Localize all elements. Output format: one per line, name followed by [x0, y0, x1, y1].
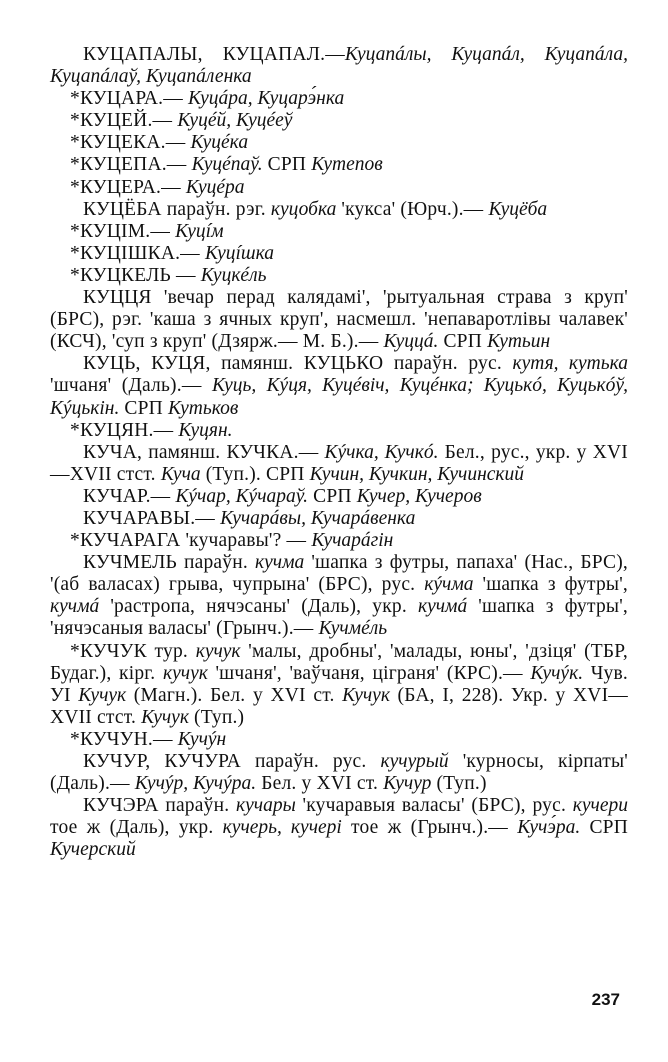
dictionary-entry — [50, 44, 628, 88]
entry-text: (Туп.) — [188, 706, 245, 728]
entry-italic-text: Кучин, Кучкин, Кучинский — [309, 463, 525, 485]
entry-italic-text: Кучýк. — [530, 662, 584, 684]
entry-italic-text: Кучмéль — [318, 618, 388, 640]
entry-text: 'шапка з футры', — [473, 574, 629, 596]
dictionary-entry — [50, 508, 628, 530]
entry-italic-text: кучери — [572, 795, 628, 817]
entry-italic-text: кучурый — [380, 751, 449, 772]
dictionary-entry — [50, 110, 628, 132]
entry-italic-text: Кучер, Кучеров — [356, 485, 482, 507]
entry-text: КУЧЭРА параўн. — [83, 795, 236, 817]
entry-text: *КУЦЕПА.— — [70, 154, 192, 176]
dictionary-entry — [50, 486, 628, 508]
entry-text: тое ж (Грынч.).— — [341, 817, 518, 839]
entry-text: Бел., рус., укр. у XVI—XVII стст. — [50, 441, 628, 485]
entry-text: СРП — [262, 154, 312, 176]
entry-text: *КУЦЯН.— — [70, 419, 179, 441]
dictionary-entry — [50, 287, 628, 353]
dictionary-entry — [50, 552, 628, 640]
dictionary-entry — [50, 795, 628, 861]
dictionary-entry — [50, 751, 628, 795]
entry-text: 'шапка з футры, папаха' (Нас., БРС), '(аб валасах) грыва, чупрына' (БРС), рус. — [50, 552, 628, 596]
entry-text: 'шчаня' (Даль).— — [50, 375, 213, 397]
entry-text: *КУЦІШКА.— — [70, 242, 205, 264]
dictionary-entry — [50, 154, 628, 176]
entry-italic-text: Куцíм — [175, 220, 224, 242]
entry-text: КУЧУР, КУЧУРА параўн. рус. — [83, 751, 381, 772]
entry-text: СРП — [438, 331, 488, 353]
entry-italic-text: кучмá — [417, 596, 468, 618]
entry-italic-text: Кучýн — [177, 728, 227, 750]
entry-text: *КУЧУН.— — [70, 728, 178, 750]
entry-italic-text: кучук — [195, 640, 241, 662]
dictionary-entry — [50, 243, 628, 265]
entry-text: СРП — [308, 485, 357, 507]
entry-italic-text: Куць, Кýця, Куцéвіч, Куцéнка; Куцькó, Куцькóў, Кýцькін. — [50, 375, 628, 419]
entry-text: 'кукса' (Юрч.).— — [336, 198, 489, 220]
entry-italic-text: Кучэ́ра. — [517, 817, 581, 839]
entry-text: (БА, І, 228). Укр. у XVI—XVII стст. — [50, 684, 628, 728]
entry-text: *КУЦІМ.— — [70, 220, 176, 242]
entry-italic-text: кучма — [255, 552, 305, 574]
entry-italic-text: Кýчар, Кýчараў. — [175, 485, 309, 507]
entry-list — [50, 44, 628, 861]
entry-text: *КУЦЕРА.— — [70, 176, 186, 198]
entry-text: *КУЧУК тур. — [70, 640, 196, 662]
entry-text: СРП — [119, 397, 169, 419]
entry-text: 'малы, дробны', 'малады, юны', 'дзіця' (ТБР, Будаг.), кірг. — [50, 640, 628, 684]
entry-text: КУЧАР.— — [83, 485, 176, 507]
entry-text: *КУЦАРА.— — [70, 88, 189, 110]
entry-text: 'кучаравыя валасы' (БРС), рус. — [295, 795, 573, 817]
dictionary-entry — [50, 265, 628, 287]
entry-text: КУЧАРАВЫ.— — [83, 507, 221, 529]
entry-text: *КУЦКЕЛЬ — — [70, 264, 201, 286]
entry-text: (Туп.). СРП — [200, 463, 310, 485]
entry-italic-text: Кýчка, Кучкó. — [324, 441, 439, 463]
entry-italic-text: Куцáра, Куцарэ́нка — [188, 88, 345, 110]
entry-italic-text: Кучýр, Кучýра. — [134, 773, 257, 795]
dictionary-entry — [50, 177, 628, 199]
entry-text: Бел. у XVI ст. — [256, 773, 384, 795]
entry-italic-text: Куцёба — [488, 198, 548, 220]
entry-text: *КУЧАРАГА 'кучаравы'? — — [70, 530, 312, 552]
entry-text: (Магн.). Бел. у XVI ст. — [126, 684, 343, 706]
entry-italic-text: Кучук — [141, 706, 189, 728]
entry-text: КУЦЦЯ 'вечар перад калядамі', 'рытуальная страва з круп' (БРС), рэг. 'каша з ячных круп', насмешл. 'непаваротлівы чалавек' (КСЧ), 'суп з круп' (Дзярж.— М. Б.).— — [50, 287, 628, 353]
dictionary-entry — [50, 530, 628, 552]
entry-italic-text: кучары — [236, 795, 296, 817]
entry-italic-text: Куцапáлы, Куцапáл, Куцапáла, Куцапáлаў, Куцапáленка — [50, 44, 628, 88]
entry-italic-text: Кутепов — [311, 154, 383, 176]
entry-text: 'шапка з футры', 'нячэсаныя валасы' (Грынч.).— — [50, 596, 628, 640]
entry-text: 'шчаня', 'ваўчаня, ціграня' (КРС).— — [207, 662, 531, 684]
entry-italic-text: кýчма — [424, 574, 474, 596]
entry-italic-text: Куцíшка — [204, 242, 275, 264]
entry-italic-text: кучмá — [50, 596, 100, 618]
dictionary-entry — [50, 353, 628, 419]
page-number: 237 — [591, 990, 620, 1009]
dictionary-entry — [50, 420, 628, 442]
entry-text: КУЦАПАЛЫ, КУЦАПАЛ.— — [83, 44, 345, 65]
entry-text: *КУЦЕЙ.— — [70, 110, 178, 132]
entry-italic-text: Кучук — [342, 684, 390, 706]
entry-italic-text: Кучук — [78, 684, 127, 706]
entry-italic-text: Куццá. — [383, 331, 439, 353]
entry-text: КУЧМЕЛЬ параўн. — [83, 552, 255, 574]
entry-italic-text: кучук — [163, 662, 208, 684]
entry-text: СРП — [580, 817, 629, 839]
entry-italic-text: Кучерский — [50, 839, 136, 861]
entry-text: *КУЦЕКА.— — [70, 132, 191, 154]
entry-italic-text: Кутьин — [487, 331, 551, 353]
entry-italic-text: Куцéй, Куцéеў — [177, 110, 293, 132]
entry-text: КУЦЁБА параўн. рэг. — [83, 198, 271, 220]
dictionary-entry — [50, 729, 628, 751]
entry-italic-text: кутя, кутька — [512, 353, 628, 375]
entry-italic-text: куцобка — [270, 198, 337, 220]
entry-italic-text: Куцкéль — [200, 264, 267, 286]
dictionary-entry — [50, 442, 628, 486]
entry-italic-text: Куцéка — [190, 132, 249, 154]
entry-text: КУЦЬ, КУЦЯ, памянш. КУЦЬКО параўн. рус. — [83, 353, 513, 375]
dictionary-entry — [50, 132, 628, 154]
entry-text: тое ж (Даль), укр. — [50, 817, 223, 839]
entry-italic-text: Куцян. — [178, 419, 233, 441]
entry-italic-text: Кутьков — [168, 397, 239, 419]
entry-italic-text: Куцéра — [185, 176, 245, 198]
entry-text: КУЧА, памянш. КУЧКА.— — [83, 441, 325, 463]
entry-text: 'курносы, кірпаты' (Даль).— — [50, 751, 628, 795]
dictionary-entry — [50, 221, 628, 243]
entry-italic-text: Куцéпаў. — [191, 154, 263, 176]
entry-italic-text: кучерь, кучері — [222, 817, 342, 839]
entry-italic-text: Кучур — [383, 773, 432, 795]
entry-text: 'растропа, нячэсаны' (Даль), укр. — [99, 596, 418, 618]
entry-text: (Туп.) — [431, 773, 487, 795]
entry-italic-text: Кучарáгін — [311, 530, 394, 552]
entry-text: Чув. УІ — [50, 662, 628, 706]
entry-italic-text: Куча — [160, 463, 201, 485]
dictionary-entry — [50, 641, 628, 729]
dictionary-entry — [50, 199, 628, 221]
entry-italic-text: Кучарáвы, Кучарáвенка — [220, 507, 416, 529]
dictionary-entry — [50, 88, 628, 110]
